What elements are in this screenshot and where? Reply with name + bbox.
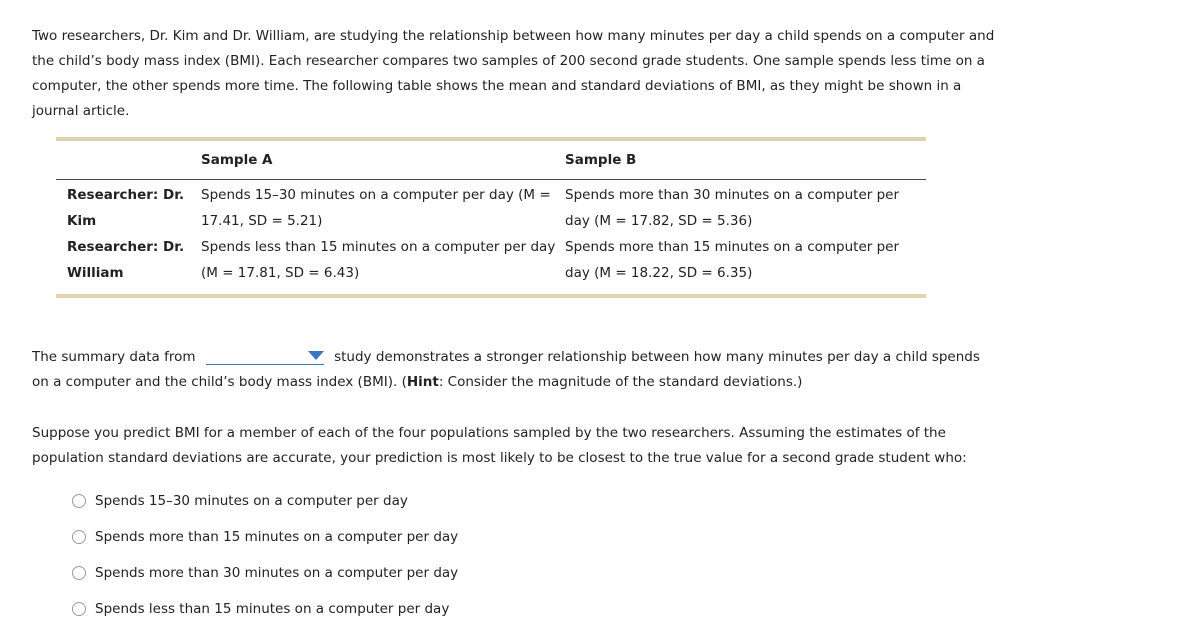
header-sample-a: Sample A bbox=[201, 141, 565, 180]
option-more-than-30-minutes[interactable] bbox=[72, 562, 458, 598]
option-15-30-minutes[interactable] bbox=[72, 490, 458, 526]
radio-button[interactable] bbox=[72, 602, 86, 616]
option-label: Spends 15–30 minutes on a computer per day bbox=[95, 493, 408, 509]
option-label: Spends more than 15 minutes on a computer per day bbox=[95, 529, 459, 545]
cell-william-sample-b: Spends more than 15 minutes on a computer per day (M = 18.22, SD = 6.35) bbox=[565, 239, 900, 281]
table-row bbox=[56, 234, 926, 294]
table-bottom-rule bbox=[56, 294, 926, 298]
researcher-dropdown[interactable] bbox=[206, 348, 324, 365]
header-researcher bbox=[56, 141, 201, 180]
option-more-than-15-minutes[interactable] bbox=[72, 526, 458, 562]
bmi-summary-table bbox=[56, 137, 926, 298]
question-1-before: The summary data from bbox=[32, 349, 196, 365]
question-1 bbox=[32, 345, 992, 395]
option-less-than-15-minutes[interactable] bbox=[72, 598, 458, 634]
table-header-row bbox=[56, 141, 926, 180]
option-label: Spends less than 15 minutes on a computer per day bbox=[95, 601, 450, 617]
cell-kim-sample-a: Spends 15–30 minutes on a computer per day (M = 17.41, SD = 5.21) bbox=[201, 187, 551, 229]
hint-label: Hint bbox=[406, 374, 439, 390]
answer-options bbox=[72, 490, 458, 634]
option-label: Spends more than 30 minutes on a computer per day bbox=[95, 565, 459, 581]
radio-button[interactable] bbox=[72, 530, 86, 544]
cell-william-sample-a: Spends less than 15 minutes on a computer per day (M = 17.81, SD = 6.43) bbox=[201, 239, 556, 281]
row-researcher-william: Researcher: Dr. William bbox=[67, 239, 185, 281]
header-sample-b: Sample B bbox=[565, 141, 926, 180]
question-1-after: study demonstrates a stronger relationship between how many minutes per day a child spends on a computer and the child’s body mass index (BMI). ( bbox=[32, 349, 980, 390]
radio-button[interactable] bbox=[72, 566, 86, 580]
row-researcher-kim: Researcher: Dr. Kim bbox=[67, 187, 185, 229]
dropdown-caret-icon bbox=[308, 351, 324, 360]
radio-button[interactable] bbox=[72, 494, 86, 508]
problem-intro: Two researchers, Dr. Kim and Dr. William, are studying the relationship between how many minutes per day a child spends on a computer and the child’s body mass index (BMI). Each researcher compares two samples of 200 second grade students. One sample spends less time on a computer, the other spends more time. The following table shows the mean and standard deviations of BMI, as they might be shown in a journal article. bbox=[32, 28, 995, 119]
table-row bbox=[56, 180, 926, 235]
hint-text: : Consider the magnitude of the standard deviations.) bbox=[438, 374, 803, 390]
cell-kim-sample-b: Spends more than 30 minutes on a computer per day (M = 17.82, SD = 5.36) bbox=[565, 187, 900, 229]
question-2: Suppose you predict BMI for a member of each of the four populations sampled by the two researchers. Assuming the estimates of the population standard deviations are accurate, your prediction is most likely to be closest to the true value for a second grade student who: bbox=[32, 425, 967, 466]
